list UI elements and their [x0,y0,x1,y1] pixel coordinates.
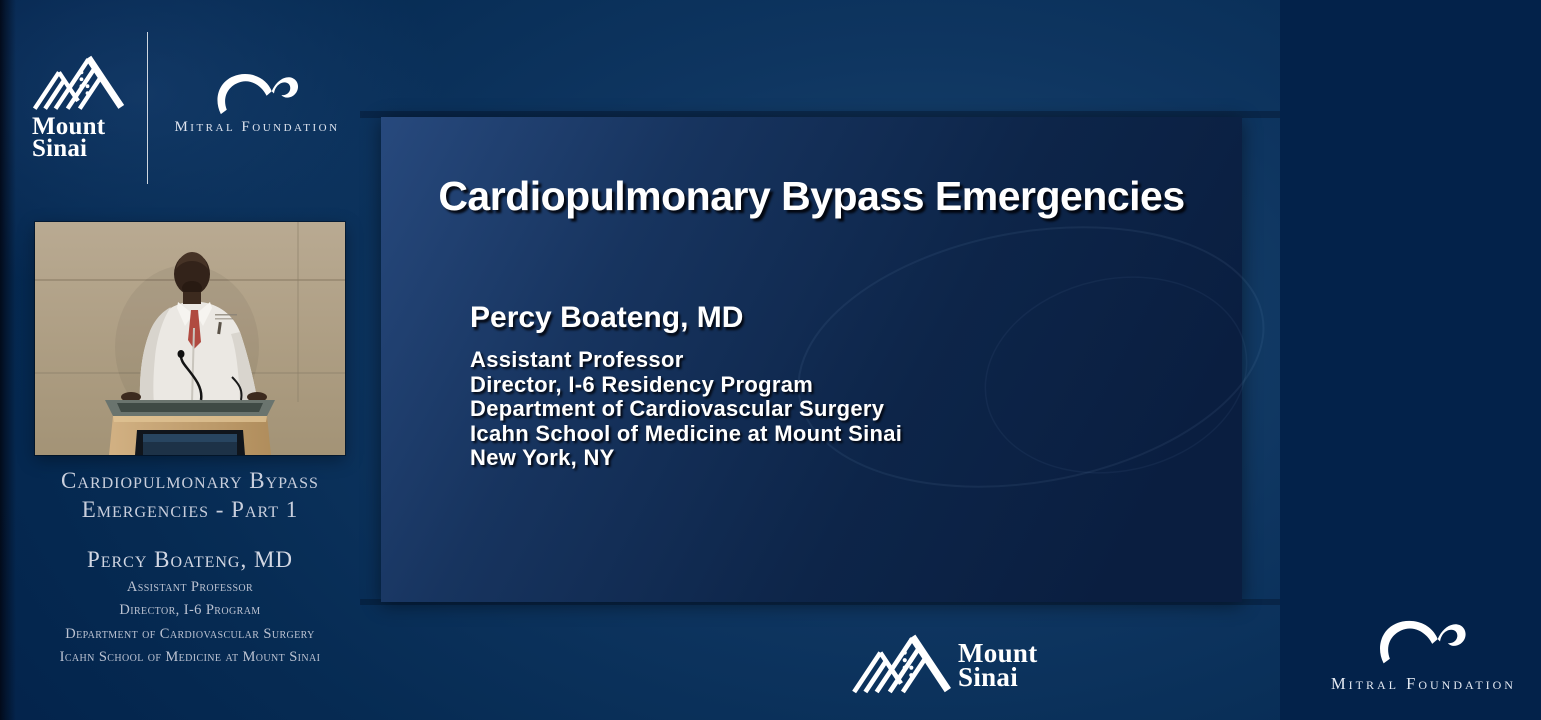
sidebar-speaker-name: Percy Boateng, MD [86,547,294,572]
mount-sinai-wordmark [32,113,106,162]
slide-speaker-name: Percy Boateng, MD [470,301,744,334]
video-title [8,466,372,524]
slide-detail-line: Department of Cardiovascular Surgery [470,396,885,421]
slide-detail-line: Assistant Professor [470,347,684,372]
sidebar-detail-line: Department of Cardiovascular Surgery [65,625,315,642]
slide-detail-line: Director, I-6 Residency Program [470,371,814,397]
presentation-slide [381,117,1516,693]
slide-detail-line: New York, NY [470,445,615,470]
mitral-foundation-logo-icon [212,70,302,117]
slide-mitral-foundation-label: Mitral Foundation [1331,674,1516,693]
slide-mount-sinai-logo-icon [850,632,952,692]
speaker-at-podium-image [35,222,345,455]
slide-mitral-foundation-logo-icon [1372,618,1472,665]
sidebar-detail-line: Assistant Professor [126,579,254,595]
slide-mount-sinai-word-1: Mount [958,638,1038,668]
slide-mount-sinai-word-2: Sinai [958,662,1019,692]
mount-sinai-word-1: Mount [32,113,106,140]
video-title-line-1: Cardiopulmonary Bypass [61,468,319,493]
video-title-line-2: Emergencies - Part 1 [81,497,299,522]
sidebar-detail-line: Director, I-6 Program [119,602,261,619]
mount-sinai-word-2: Sinai [32,135,88,162]
header-divider [147,32,148,184]
video-thumbnail[interactable] [35,222,345,455]
slide-speaker-details [470,348,902,471]
sidebar-detail-line: Icahn School of Medicine at Mount Sinai [59,649,321,666]
mitral-foundation-label: Mitral Foundation [174,119,340,135]
sidebar-speaker-details [8,576,372,670]
slide-title: Cardiopulmonary Bypass Emergencies [438,173,1185,219]
slide-mount-sinai-wordmark [958,638,1038,692]
slide-detail-line: Icahn School of Medicine at Mount Sinai [470,420,903,446]
mount-sinai-logo-icon [33,50,123,112]
